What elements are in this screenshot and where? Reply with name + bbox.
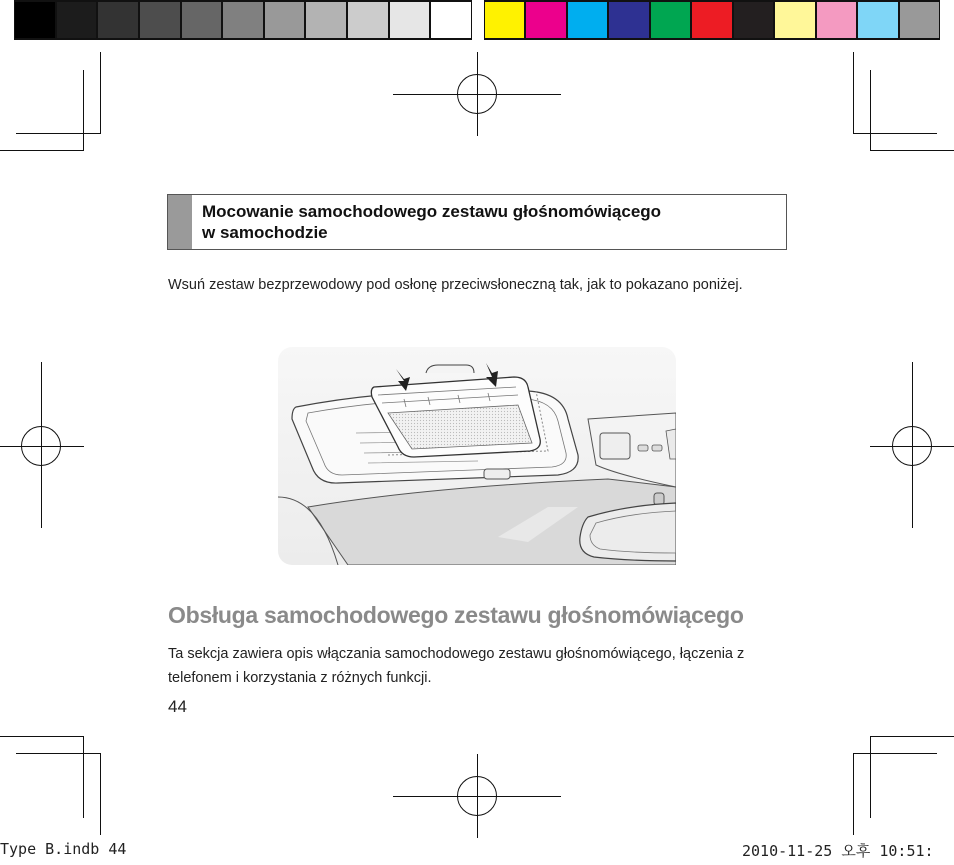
main-heading: Obsługa samochodowego zestawu głośnomówiącego [168, 602, 744, 628]
section-title-line2: w samochodzie [202, 223, 328, 242]
color-swatch [56, 0, 98, 40]
print-slug-file: Type B.indb 44 [0, 840, 127, 858]
color-swatch [691, 0, 732, 40]
crop-mark [100, 753, 101, 835]
color-swatch [347, 0, 389, 40]
color-swatch [181, 0, 223, 40]
registration-circle [892, 426, 932, 466]
color-swatch [857, 0, 898, 40]
color-swatch [305, 0, 347, 40]
crop-mark [0, 150, 84, 151]
section-title [192, 195, 661, 249]
color-swatch [139, 0, 181, 40]
section-tab-marker [168, 195, 192, 249]
color-swatch [774, 0, 815, 40]
color-swatch [567, 0, 608, 40]
instruction-text: Wsuń zestaw bezprzewodowy pod osłonę przeciwsłoneczną tak, jak to pokazano poniżej. [168, 277, 743, 293]
page-number: 44 [168, 697, 187, 716]
color-swatch [650, 0, 691, 40]
color-swatch [389, 0, 431, 40]
crop-mark [83, 736, 84, 818]
color-swatch [525, 0, 566, 40]
color-swatch [899, 0, 940, 40]
color-swatch [14, 0, 56, 40]
crop-mark [100, 52, 101, 134]
registration-circle [21, 426, 61, 466]
print-slug-date: 2010-11-25 오후 10:51: [742, 842, 934, 860]
crop-mark [870, 736, 871, 818]
registration-circle [457, 776, 497, 816]
color-swatch [484, 0, 525, 40]
registration-circle [457, 74, 497, 114]
crop-mark [0, 736, 84, 737]
crop-mark [16, 133, 100, 134]
crop-mark [853, 133, 937, 134]
color-swatch [264, 0, 306, 40]
crop-mark [870, 70, 871, 150]
crop-mark [83, 70, 84, 150]
section-title-line1: Mocowanie samochodowego zestawu głośnomówiącego [202, 202, 662, 221]
crop-mark [853, 753, 937, 754]
color-swatch [430, 0, 472, 40]
crop-mark [853, 753, 854, 835]
color-swatch [733, 0, 774, 40]
description-text: Ta sekcja zawiera opis włączania samochodowego zestawu głośnomówiącego, łączenia z telefonem i korzystania z różnych funkcji. [168, 646, 745, 686]
crop-mark [16, 753, 100, 754]
crop-mark [870, 736, 954, 737]
color-swatch [222, 0, 264, 40]
color-swatch [608, 0, 649, 40]
grayscale-color-bar [14, 0, 472, 44]
process-color-bar [484, 0, 940, 44]
color-swatch [816, 0, 857, 40]
section-header [167, 194, 787, 250]
crop-mark [853, 52, 854, 134]
car-visor-illustration [278, 347, 676, 565]
crop-mark [870, 150, 954, 151]
color-swatch [97, 0, 139, 40]
